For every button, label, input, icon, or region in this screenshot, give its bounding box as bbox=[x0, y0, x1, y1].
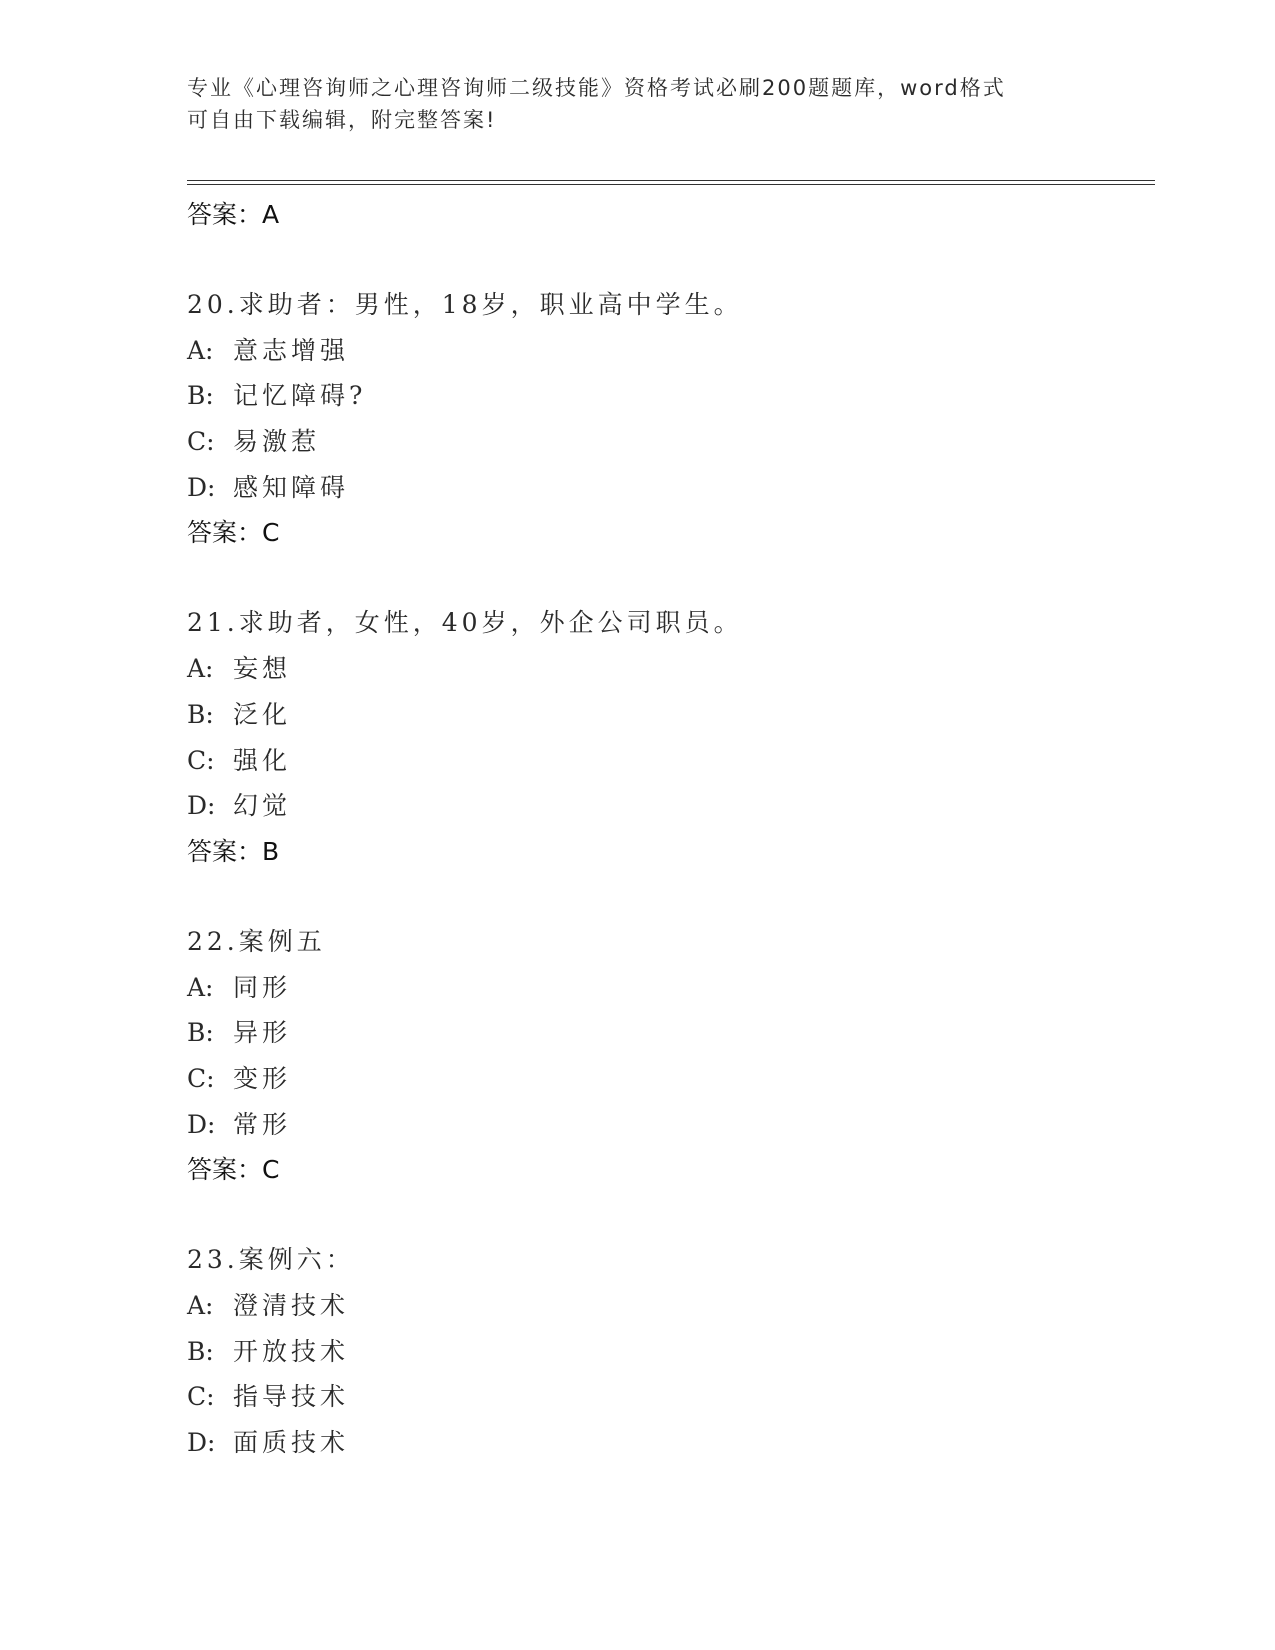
option-d bbox=[187, 1102, 1147, 1148]
option-key: B: bbox=[187, 1018, 214, 1048]
option-b bbox=[187, 1329, 1147, 1375]
spacer bbox=[187, 238, 1147, 282]
option-text: 泛化 bbox=[233, 699, 292, 729]
option-a bbox=[187, 965, 1147, 1011]
option-text: 澄清技术 bbox=[233, 1291, 350, 1320]
option-b bbox=[187, 373, 1147, 419]
spacer bbox=[187, 875, 1147, 919]
option-key: D: bbox=[187, 1109, 216, 1139]
header-line-1: 专业《心理咨询师之心理咨询师二级技能》资格考试必刷200题题库，word格式 bbox=[187, 76, 1006, 100]
option-key: B: bbox=[187, 699, 214, 729]
option-c bbox=[187, 419, 1147, 465]
option-text: 记忆障碍? bbox=[233, 381, 367, 411]
option-key: B: bbox=[187, 381, 214, 411]
answer-line: 答案：C bbox=[187, 518, 280, 548]
question-block bbox=[187, 919, 1147, 1193]
option-c bbox=[187, 1056, 1147, 1102]
question-list bbox=[187, 192, 1147, 1466]
header-line-2: 可自由下载编辑，附完整答案! bbox=[187, 108, 497, 132]
option-key: C: bbox=[187, 1382, 215, 1412]
question-block bbox=[187, 1237, 1147, 1465]
answer-line: 答案：C bbox=[187, 1155, 280, 1185]
question-stem: 21.求助者，女性，40岁，外企公司职员。 bbox=[187, 608, 743, 638]
option-d bbox=[187, 1420, 1147, 1466]
question-stem: 22.案例五 bbox=[187, 926, 326, 956]
option-key: D: bbox=[187, 791, 216, 821]
option-key: C: bbox=[187, 745, 215, 775]
spacer bbox=[187, 556, 1147, 600]
spacer bbox=[187, 1193, 1147, 1237]
option-a bbox=[187, 328, 1147, 374]
question-block bbox=[187, 600, 1147, 874]
option-text: 强化 bbox=[233, 745, 292, 775]
option-text: 面质技术 bbox=[233, 1428, 350, 1458]
option-text: 幻觉 bbox=[233, 791, 292, 821]
answer-line: 答案：A bbox=[187, 200, 280, 229]
option-d bbox=[187, 783, 1147, 829]
answer-line: 答案：B bbox=[187, 836, 280, 866]
option-text: 指导技术 bbox=[233, 1382, 350, 1412]
option-b bbox=[187, 1010, 1147, 1056]
option-text: 意志增强 bbox=[233, 335, 350, 365]
option-text: 妄想 bbox=[233, 654, 292, 684]
option-text: 异形 bbox=[233, 1018, 292, 1048]
option-key: D: bbox=[187, 1428, 216, 1458]
option-c bbox=[187, 738, 1147, 784]
question-block bbox=[187, 282, 1147, 556]
option-key: C: bbox=[187, 427, 215, 457]
option-key: C: bbox=[187, 1063, 215, 1093]
option-key: B: bbox=[187, 1336, 214, 1366]
document-header bbox=[187, 72, 1087, 136]
option-text: 变形 bbox=[233, 1063, 292, 1093]
option-text: 同形 bbox=[233, 972, 292, 1002]
option-b bbox=[187, 692, 1147, 738]
header-divider-bottom bbox=[187, 184, 1155, 185]
option-key: A: bbox=[187, 1291, 214, 1320]
question-stem: 23.案例六： bbox=[187, 1245, 355, 1275]
header-divider-top bbox=[187, 180, 1155, 181]
option-a bbox=[187, 1283, 1147, 1329]
option-d bbox=[187, 465, 1147, 511]
option-key: A: bbox=[187, 335, 214, 365]
option-c bbox=[187, 1374, 1147, 1420]
option-text: 感知障碍 bbox=[233, 472, 350, 502]
option-text: 易激惹 bbox=[233, 427, 321, 457]
option-a bbox=[187, 646, 1147, 692]
option-text: 常形 bbox=[233, 1109, 292, 1139]
option-key: A: bbox=[187, 972, 214, 1002]
option-text: 开放技术 bbox=[233, 1336, 350, 1366]
question-stem: 20.求助者：男性，18岁，职业高中学生。 bbox=[187, 290, 743, 319]
option-key: D: bbox=[187, 472, 216, 502]
option-key: A: bbox=[187, 654, 214, 684]
